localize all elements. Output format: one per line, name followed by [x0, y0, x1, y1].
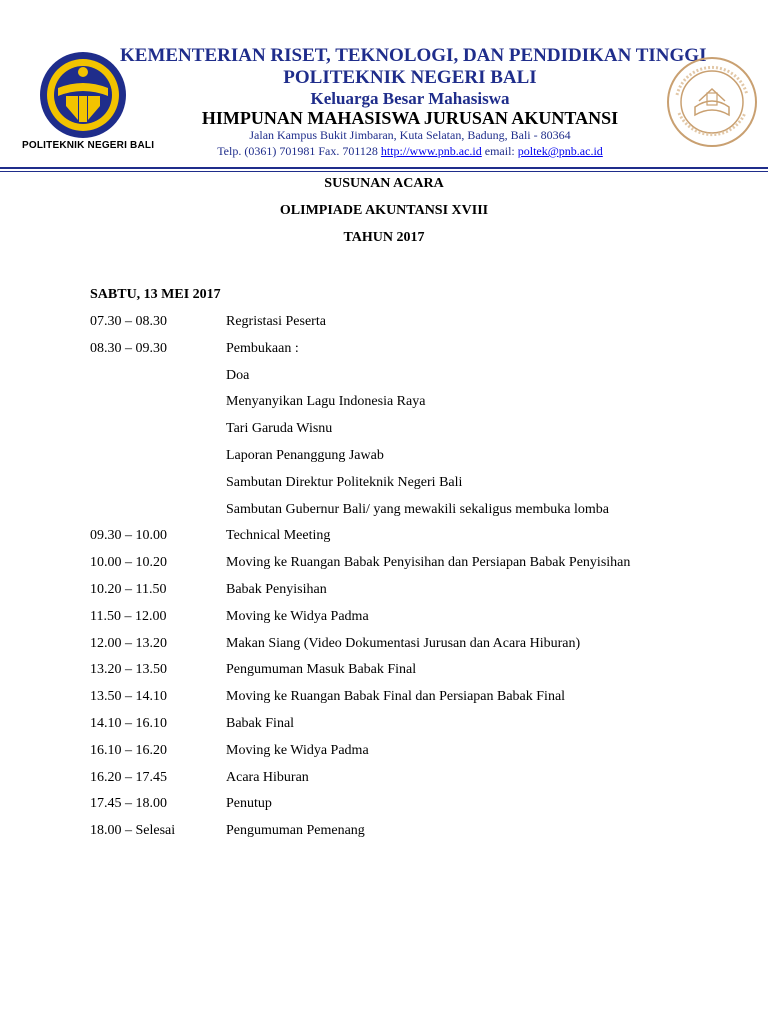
- schedule-row: [90, 742, 730, 769]
- row-activity: Doa: [226, 367, 250, 383]
- row-activity: Pengumuman Masuk Babak Final: [226, 662, 417, 678]
- letterhead-rule-thin: [0, 171, 768, 172]
- row-time: 16.10 – 16.20: [90, 742, 167, 758]
- contact-phone: Telp. (0361) 701981 Fax. 701128: [217, 144, 381, 158]
- schedule-row: [90, 581, 730, 608]
- schedule-row: [90, 501, 730, 528]
- family-title: Keluarga Besar Mahasiswa: [310, 89, 510, 108]
- schedule-row: [90, 822, 730, 849]
- row-activity: Makan Siang (Video Dokumentasi Jurusan dan Acara Hiburan): [226, 635, 581, 651]
- event-title: OLIMPIADE AKUNTANSI XVIII: [279, 203, 489, 218]
- row-activity: Menyanyikan Lagu Indonesia Raya: [226, 394, 426, 410]
- row-activity: Moving ke Widya Padma: [226, 608, 369, 624]
- schedule-row: [90, 393, 730, 420]
- website-link[interactable]: http://www.pnb.ac.id: [380, 144, 482, 158]
- row-activity: Laporan Penanggung Jawab: [226, 447, 384, 463]
- row-activity: Regristasi Peserta: [226, 314, 326, 329]
- row-time: 13.50 – 14.10: [90, 689, 167, 705]
- schedule-row: [90, 527, 730, 554]
- row-time: 10.20 – 11.50: [90, 581, 167, 597]
- schedule-row: [90, 795, 730, 822]
- row-activity: Sambutan Gubernur Bali/ yang mewakili sekaligus membuka lomba: [226, 501, 609, 517]
- row-time: 08.30 – 09.30: [90, 340, 167, 356]
- schedule-row: [90, 367, 730, 394]
- row-activity: Babak Penyisihan: [226, 581, 327, 597]
- row-activity: Penutup: [226, 796, 272, 812]
- institution-title: POLITEKNIK NEGERI BALI: [283, 67, 537, 88]
- schedule-row: [90, 608, 730, 635]
- row-time: 13.20 – 13.50: [90, 662, 167, 678]
- row-activity: Moving ke Ruangan Babak Penyisihan dan Persiapan Babak Penyisihan: [226, 555, 631, 571]
- row-time: 14.10 – 16.10: [90, 715, 167, 731]
- row-activity: Moving ke Widya Padma: [226, 742, 369, 758]
- schedule-row: [90, 769, 730, 796]
- schedule-row: [90, 715, 730, 742]
- letterhead: [0, 0, 768, 170]
- row-activity: Pengumuman Pemenang: [226, 823, 365, 839]
- row-time: 07.30 – 08.30: [90, 314, 167, 329]
- letterhead-rule: [0, 167, 768, 169]
- row-activity: Pembukaan :: [226, 340, 299, 356]
- schedule-row: [90, 688, 730, 715]
- email-link[interactable]: poltek@pnb.ac.id: [517, 144, 603, 158]
- schedule-row: [90, 420, 730, 447]
- schedule-row: [90, 340, 730, 367]
- row-time: 17.45 – 18.00: [90, 796, 167, 812]
- schedule-row: [90, 554, 730, 581]
- hmj-akuntansi-seal-icon: [665, 55, 759, 149]
- day-label: SABTU, 13 MEI 2017: [90, 287, 221, 302]
- event-year: TAHUN 2017: [343, 230, 425, 245]
- schedule-row: [90, 447, 730, 474]
- schedule-row: [90, 635, 730, 662]
- row-activity: Tari Garuda Wisnu: [226, 421, 333, 437]
- association-title: HIMPUNAN MAHASISWA JURUSAN AKUNTANSI: [201, 108, 619, 128]
- row-activity: Technical Meeting: [226, 528, 331, 544]
- row-activity: Moving ke Ruangan Babak Final dan Persiapan Babak Final: [226, 689, 566, 705]
- address: Jalan Kampus Bukit Jimbaran, Kuta Selatan, Badung, Bali - 80364: [249, 128, 571, 142]
- row-activity: Acara Hiburan: [226, 769, 309, 785]
- ministry-title: KEMENTERIAN RISET, TEKNOLOGI, DAN PENDIDIKAN TINGGI: [120, 45, 707, 66]
- logo-caption: POLITEKNIK NEGERI BALI: [22, 140, 155, 151]
- row-activity: Sambutan Direktur Politeknik Negeri Bali: [226, 474, 463, 490]
- schedule-row: [90, 313, 730, 340]
- schedule-row: [90, 661, 730, 688]
- row-time: 16.20 – 17.45: [90, 769, 167, 785]
- row-time: 09.30 – 10.00: [90, 528, 167, 544]
- row-activity: Babak Final: [226, 715, 295, 731]
- row-time: 12.00 – 13.20: [90, 635, 167, 651]
- row-time: 10.00 – 10.20: [90, 555, 167, 571]
- pnb-logo-icon: [38, 50, 128, 140]
- email-label: email:: [481, 144, 518, 158]
- document-title: SUSUNAN ACARA: [324, 176, 444, 191]
- row-time: 18.00 – Selesai: [90, 823, 176, 839]
- schedule-table: [90, 313, 730, 849]
- row-time: 11.50 – 12.00: [90, 608, 167, 624]
- contact-line: [120, 144, 700, 159]
- schedule-row: [90, 474, 730, 501]
